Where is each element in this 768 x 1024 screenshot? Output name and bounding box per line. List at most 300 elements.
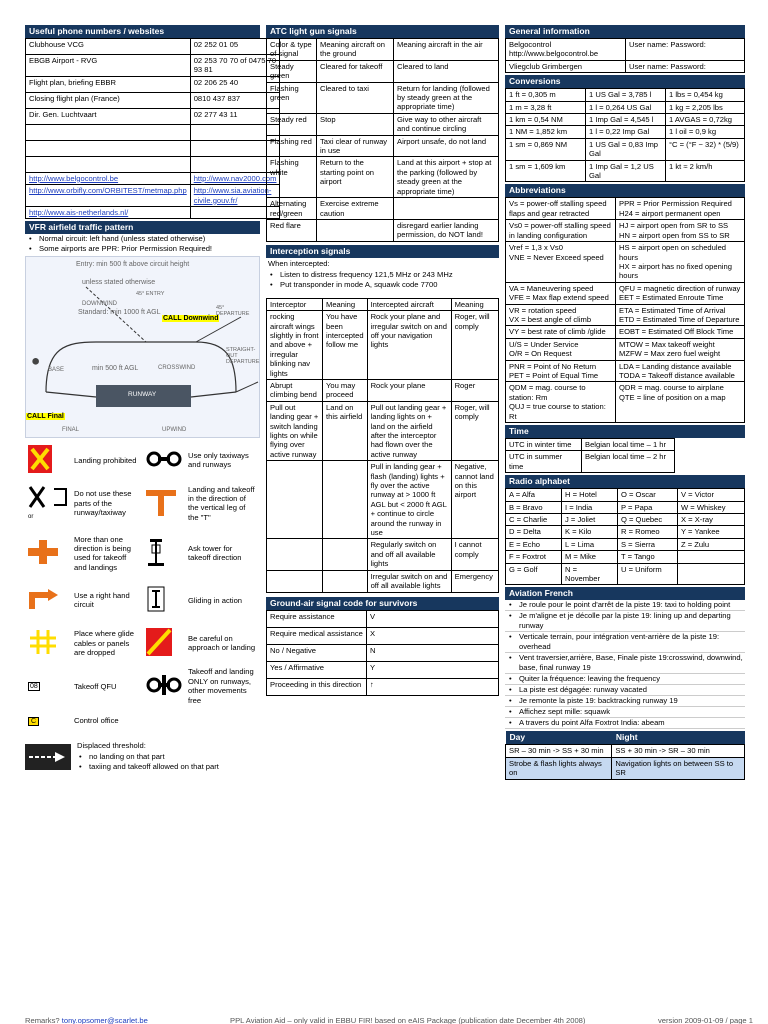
cross-icon: [28, 485, 68, 509]
table-cell: V = Victor: [678, 489, 745, 501]
table-cell: 1 NM = 1,852 km: [506, 126, 586, 138]
displaced-b1: • no landing on that part: [75, 752, 219, 762]
table-row: [506, 114, 745, 126]
table-cell: K = Kilo: [562, 526, 618, 538]
night-header: Night: [612, 731, 745, 745]
table-cell: Flashing red: [267, 135, 317, 157]
vfr-header: VFR airfield traffic pattern: [25, 221, 260, 234]
table-cell: Y: [367, 661, 499, 678]
header-row: [267, 298, 499, 310]
displaced-threshold-icon: [25, 740, 71, 774]
ground-table: [266, 610, 499, 696]
min500-label: min 500 ft AGL: [92, 365, 139, 373]
column-header: Color & type of signal: [267, 39, 317, 61]
sym-label: Control office: [74, 716, 119, 726]
table-row: [267, 627, 499, 644]
table-cell: U/S = Under Service O/R = On Request: [506, 338, 616, 360]
table-cell: Vs = power-off stalling speed flaps and gear retracted: [506, 198, 616, 220]
table-cell: User name: Password:: [626, 39, 745, 61]
table-cell: Land on this airfield: [323, 401, 368, 460]
table-row: [267, 311, 499, 380]
table-cell: W = Whiskey: [678, 501, 745, 513]
traffic-pattern-diagram: [25, 256, 260, 438]
table-cell: [267, 539, 323, 570]
table-cell: HJ = airport open from SR to SS HN = airport open from SS to SR: [616, 220, 745, 242]
table-row: [506, 242, 745, 283]
table-cell: PNR = Point of No Return PET = Point of Equal Time: [506, 360, 616, 382]
crosswind-label: CROSSWIND: [158, 365, 196, 372]
table-row: [506, 563, 745, 585]
website-link[interactable]: http://www.ais-netherlands.nl/: [29, 208, 129, 218]
day-hours: SR – 30 min -> SS + 30 min: [506, 745, 612, 757]
table-cell: 1 Imp Gal = 1,2 US Gal: [586, 160, 666, 182]
sym-label: Ask tower for takeoff direction: [188, 544, 242, 563]
table-row: [506, 526, 745, 538]
sym-label: Use a right hand circuit: [74, 591, 130, 610]
table-row: [267, 219, 499, 241]
table-row: [267, 113, 499, 135]
table-cell: Proceeding in this direction: [267, 678, 367, 695]
table-row: [267, 539, 499, 570]
table-row: [267, 82, 499, 113]
table-cell: C = Charlie: [506, 514, 562, 526]
careful-approach-icon: [146, 628, 172, 656]
column-header: Meaning: [451, 298, 498, 310]
column-header: Intercepted aircraft: [367, 298, 451, 310]
table-cell: [323, 570, 368, 592]
table-row: [506, 101, 745, 113]
phone-number: 02 206 25 40: [190, 76, 280, 92]
table-row: [506, 501, 745, 513]
table-cell: [26, 172, 191, 184]
french-phrase: • Affichez sept mille: squawk: [505, 707, 745, 718]
table-cell: O = Oscar: [618, 489, 678, 501]
table-row: [267, 198, 499, 220]
french-phrase: • Je m'aligne et je décolle par la piste 19: lining up and departing runway: [505, 611, 745, 632]
table-cell: [317, 219, 394, 241]
table-cell: VA = Maneuvering speed VFE = Max flap extend speed: [506, 282, 616, 304]
table-cell: [26, 185, 191, 207]
sym-label: Landing and takeoff in the direction of the vertical leg of the "T": [188, 484, 255, 522]
gliding-icon: [146, 585, 166, 613]
table-cell: Cleared to land: [394, 60, 499, 82]
time-table: [505, 438, 675, 473]
table-cell: Regularly switch on and off all available lights: [367, 539, 451, 570]
table-cell: Pull out landing gear + landing lights on + land on the airfield after the interceptor had flown over the active runway: [367, 401, 451, 460]
table-cell: 1 l = 0,264 US Gal: [586, 101, 666, 113]
table-cell: R = Romeo: [618, 526, 678, 538]
phone-row: [26, 124, 280, 140]
table-cell: User name: Password:: [626, 60, 745, 72]
table-cell: [323, 539, 368, 570]
table-cell: Steady red: [267, 113, 317, 135]
column-left: [25, 25, 277, 774]
phone-row: [26, 76, 280, 92]
table-cell: Require assistance: [267, 610, 367, 627]
table-cell: 1 kg = 2,205 lbs: [666, 101, 745, 113]
table-cell: Rock your plane and irregular switch on and off your navigation lights: [367, 311, 451, 380]
table-row: [506, 551, 745, 563]
call-downwind-label: CALL Downwind: [163, 315, 219, 323]
vfr-bullet-1: • Normal circuit: left hand (unless stated otherwise): [25, 234, 260, 244]
table-row: [506, 326, 745, 338]
table-cell: 1 l oil = 0,9 kg: [666, 126, 745, 138]
day-lights: Strobe & flash lights always on: [506, 757, 612, 779]
table-cell: Abrupt climbing bend: [267, 379, 323, 401]
table-row: [506, 39, 745, 61]
table-row: [506, 89, 745, 101]
table-cell: 1 lbs = 0,454 kg: [666, 89, 745, 101]
table-cell: N: [367, 644, 499, 661]
table-cell: 1 US Gal = 0,83 Imp Gal: [586, 138, 666, 160]
website-link[interactable]: http://www.nav2000.com: [193, 173, 277, 183]
table-cell: Pull out landing gear + switch landing lights on while flying over active runway: [267, 401, 323, 460]
table-row: [506, 304, 745, 326]
table-cell: LDA = Landing distance available TODA = Takeoff distance available: [616, 360, 745, 382]
table-cell: Airport unsafe, do not land: [394, 135, 499, 157]
table-cell: EOBT = Estimated Off Block Time: [616, 326, 745, 338]
runways-only-icon: [146, 673, 182, 697]
french-phrase: • Quiter la fréquence: leaving the frequency: [505, 674, 745, 685]
table-cell: [26, 207, 191, 219]
table-row: [506, 60, 745, 72]
unless-label: unless stated otherwise: [82, 279, 156, 287]
table-row: [506, 360, 745, 382]
table-cell: X: [367, 627, 499, 644]
takeoff-qfu-icon: 08: [30, 683, 38, 691]
table-cell: U = Uniform: [618, 563, 678, 585]
table-cell: Steady green: [267, 60, 317, 82]
table-row: [506, 439, 675, 451]
phones-header: Useful phone numbers / websites: [25, 25, 260, 38]
phone-number: 02 277 43 11: [190, 108, 280, 124]
table-cell: No / Negative: [267, 644, 367, 661]
phone-row: [26, 39, 280, 55]
table-cell: QFU = magnetic direction of runway EET = Estimated Enroute Time: [616, 282, 745, 304]
table-row: [506, 382, 745, 423]
french-header: Aviation French: [505, 587, 745, 600]
ground-signals-table: Landing prohibited Use only taxiways and runways or Do not use these parts of the runway/taxiway Landing and takeoff in the direction of the vertical leg of the "T" More than one direction is being used for takeoff and landings Ask tower for takeoff direction Use a right hand circuit Gliding in action Place where glide cables or panels are dropped Be careful on approach or landing 08 Takeoff QFU Takeoff and landing ONLY on runways, other movements free C Control office: [25, 440, 260, 736]
table-cell: Give way to other aircraft and continue circling: [394, 113, 499, 135]
phone-label: Flight plan, briefing EBBR: [26, 76, 191, 92]
table-cell: A = Alfa: [506, 489, 562, 501]
call-final-label: CALL Final: [27, 413, 64, 421]
link-row: [26, 207, 280, 219]
phone-label: Closing flight plan (France): [26, 92, 191, 108]
footer-remarks: Remarks? tony.opsomer@scarlet.be: [25, 1016, 148, 1024]
right-hand-circuit-icon: [28, 587, 58, 611]
table-cell: [267, 461, 323, 539]
phone-number: 0810 437 837: [190, 92, 280, 108]
atc-table: [266, 38, 499, 242]
table-cell: [26, 124, 191, 140]
table-row: [506, 160, 745, 182]
phone-row: [26, 55, 280, 77]
table-row: [267, 610, 499, 627]
table-cell: L = Lima: [562, 538, 618, 550]
general-table: [505, 38, 745, 73]
table-cell: Stop: [317, 113, 394, 135]
time-header: Time: [505, 425, 745, 438]
french-phrase: • Vent traversier,arrière, Base, Finale piste 19:crosswind, downwind, base, final runway 19: [505, 653, 745, 674]
table-row: [506, 126, 745, 138]
column-header: Interceptor: [267, 298, 323, 310]
table-cell: G = Golf: [506, 563, 562, 585]
table-row: [267, 678, 499, 695]
table-cell: You may proceed: [323, 379, 368, 401]
table-cell: X = X-ray: [678, 514, 745, 526]
table-row: [267, 644, 499, 661]
table-cell: Z = Zulu: [678, 538, 745, 550]
table-cell: 1 km = 0,54 NM: [506, 114, 586, 126]
table-cell: Alternating red/green: [267, 198, 317, 220]
french-phrase: • Je remonte la piste 19: backtracking runway 19: [505, 696, 745, 707]
svg-text:⬤: ⬤: [32, 358, 40, 366]
sym-label: Landing prohibited: [74, 455, 137, 465]
table-cell: UTC in winter time: [506, 439, 582, 451]
sym-label: Do not use these parts of the runway/taxiway: [74, 489, 132, 518]
table-row: [506, 138, 745, 160]
email-link[interactable]: tony.opsomer@scarlet.be: [61, 1016, 148, 1024]
radio-table: [505, 488, 745, 585]
abbr-header: Abbreviations: [505, 184, 745, 197]
french-phrase: • Verticale terrain, pour intégration vent-arrière de la piste 19: overhead: [505, 632, 745, 653]
table-cell: Require medical assistance: [267, 627, 367, 644]
table-cell: N = November: [562, 563, 618, 585]
table-cell: Pull in landing gear + flash (landing) lights + fly over the active runway at > 1000 ft AGL but < 2000 ft AGL + continue to circle around the runway in use: [367, 461, 451, 539]
table-cell: I cannot comply: [451, 539, 498, 570]
website-link[interactable]: http://www.belgocontrol.be: [29, 173, 119, 183]
phones-table: [25, 38, 280, 219]
displaced-b2: • taxiing and takeoff allowed on that part: [75, 762, 219, 772]
sym-label: Place where glide cables or panels are dropped: [74, 629, 134, 658]
entry45-label: 45° ENTRY: [136, 291, 165, 298]
table-cell: VY = best rate of climb /glide: [506, 326, 616, 338]
day-header: Day: [506, 731, 612, 745]
table-cell: 1 kt ≈ 2 km/h: [666, 160, 745, 182]
table-cell: Y = Yankee: [678, 526, 745, 538]
dumbbell-icon: [146, 447, 182, 471]
vfr-bullet-2: • Some airports are PPR: Prior Permission Required!: [25, 244, 260, 254]
table-cell: disregard earlier landing permission, do NOT land!: [394, 219, 499, 241]
conv-header: Conversions: [505, 75, 745, 88]
table-row: [506, 451, 675, 473]
glide-cables-icon: [28, 628, 58, 656]
table-row: [267, 570, 499, 592]
straight-out-label: STRAIGHT-OUT DEPARTURE: [226, 347, 260, 366]
table-cell: I = India: [562, 501, 618, 513]
table-cell: E = Echo: [506, 538, 562, 550]
table-cell: ↑: [367, 678, 499, 695]
phone-label: Dir. Gen. Luchtvaart: [26, 108, 191, 124]
radio-header: Radio alphabet: [505, 475, 745, 488]
column-header: Meaning: [323, 298, 368, 310]
table-row: [267, 379, 499, 401]
table-row: [267, 60, 499, 82]
dep45-label: 45° DEPARTURE: [216, 305, 250, 318]
table-row: [267, 401, 499, 460]
website-link[interactable]: http://www.orbifly.com/ORBITEST/metmap.php: [29, 186, 187, 196]
table-cell: QDM = mag. course to station: Rm QUJ = true course to station: Rt: [506, 382, 616, 423]
table-cell: [26, 140, 191, 156]
table-cell: 1 m = 3,28 ft: [506, 101, 586, 113]
multi-direction-icon: [28, 540, 58, 564]
link-row: [26, 185, 280, 207]
table-cell: MTOW = Max takeoff weight MZFW = Max zero fuel weight: [616, 338, 745, 360]
table-cell: [678, 551, 745, 563]
table-cell: P = Papa: [618, 501, 678, 513]
table-row: [506, 338, 745, 360]
phone-number: 02 253 70 70 of 0475 70 93 81: [190, 55, 280, 77]
runway-label: RUNWAY: [128, 391, 157, 399]
column-right: [505, 25, 745, 780]
table-cell: Red flare: [267, 219, 317, 241]
abbreviations-table: [505, 197, 745, 423]
table-cell: Yes / Affirmative: [267, 661, 367, 678]
downwind-label: DOWNWIND: [82, 301, 117, 308]
table-row: [267, 157, 499, 198]
circuit-path: [46, 342, 236, 392]
intercept-b2: • Put transponder in mode A, squawk code 7700: [266, 280, 499, 290]
table-cell: °C = (°F − 32) * (5/9): [666, 138, 745, 160]
table-cell: 1 sm = 1,609 km: [506, 160, 586, 182]
table-row: [506, 489, 745, 501]
table-cell: Belgian local time – 1 hr: [582, 439, 675, 451]
night-hours: SS + 30 min -> SR – 30 min: [612, 745, 745, 757]
table-cell: Roger, will comply: [451, 311, 498, 380]
table-cell: rocking aircraft wings slightly in front and above + irregular blinking nav lights: [267, 311, 323, 380]
table-cell: Vs0 = power-off stalling speed in landing configuration: [506, 220, 616, 242]
table-cell: B = Bravo: [506, 501, 562, 513]
table-row: [506, 514, 745, 526]
general-header: General information: [505, 25, 745, 38]
table-cell: You have been intercepted follow me: [323, 311, 368, 380]
table-cell: PPR = Prior Permission Required H24 = airport permanent open: [616, 198, 745, 220]
table-cell: 1 Imp Gal = 4,545 l: [586, 114, 666, 126]
conversions-table: [505, 88, 745, 182]
ask-tower-icon: [146, 537, 166, 567]
table-cell: ETA = Estimated Time of Arrival ETD = Estimated Time of Departure: [616, 304, 745, 326]
table-cell: Rock your plane: [367, 379, 451, 401]
link-row: [26, 172, 280, 184]
daynight-table: [505, 731, 745, 779]
standard-label: Standard: min 1000 ft AGL: [78, 309, 161, 317]
control-office-icon: C: [28, 717, 39, 726]
table-cell: Belgian local time – 2 hr: [582, 451, 675, 473]
website-link[interactable]: http://www.sia.aviation-civile.gouv.fr/: [193, 186, 272, 205]
phone-label: Clubhouse VCG: [26, 39, 191, 55]
sym-label: Gliding in action: [188, 595, 243, 605]
table-cell: Cleared for takeoff: [317, 60, 394, 82]
table-cell: J = Joliet: [562, 514, 618, 526]
table-cell: VR = rotation speed VX = best angle of climb: [506, 304, 616, 326]
intercept-when: When intercepted:: [268, 258, 330, 268]
french-phrase: • A travers du point Alfa Foxtrot India: abeam: [505, 718, 745, 729]
table-cell: D = Delta: [506, 526, 562, 538]
displaced-title: Displaced threshold:: [77, 741, 146, 751]
table-cell: QDR = mag. course to airplane QTE = line of position on a map: [616, 382, 745, 423]
column-header: Meaning aircraft on the ground: [317, 39, 394, 61]
table-cell: Belgocontrol http://www.belgocontrol.be: [506, 39, 626, 61]
final-label: FINAL: [62, 427, 80, 434]
column-header: Meaning aircraft in the air: [394, 39, 499, 61]
table-cell: Return to the starting point on airport: [317, 157, 394, 198]
table-cell: Roger, will comply: [451, 401, 498, 460]
table-cell: Roger: [451, 379, 498, 401]
table-row: [506, 538, 745, 550]
table-cell: Taxi clear of runway in use: [317, 135, 394, 157]
table-cell: [394, 198, 499, 220]
table-cell: 1 l = 0,22 Imp Gal: [586, 126, 666, 138]
sym-label: Be careful on approach or landing: [188, 634, 256, 653]
table-cell: Return for landing (followed by steady green at the appropriate time): [394, 82, 499, 113]
night-lights: Navigation lights on between SS to SR: [612, 757, 745, 779]
table-cell: Vref = 1,3 x Vs0 VNE = Never Exceed speed: [506, 242, 616, 283]
table-cell: Flashing green: [267, 82, 317, 113]
table-cell: HS = airport open on scheduled hours HX = airport has no fixed opening hours: [616, 242, 745, 283]
sym-label: Use only taxiways and runways: [188, 451, 249, 470]
table-cell: Q = Quebec: [618, 514, 678, 526]
table-cell: UTC in summer time: [506, 451, 582, 473]
atc-header: ATC light gun signals: [266, 25, 499, 38]
table-cell: V: [367, 610, 499, 627]
column-middle: [266, 25, 499, 696]
entry-label: Entry: min 500 ft above circuit height: [76, 261, 190, 269]
table-cell: 1 sm = 0,869 NM: [506, 138, 586, 160]
french-list: [505, 600, 745, 729]
table-cell: Land at this airport + stop at the parking (followed by steady green at the appropriate time): [394, 157, 499, 198]
table-cell: 1 ft = 0,305 m: [506, 89, 586, 101]
phone-number: 02 252 01 05: [190, 39, 280, 55]
phone-row: [26, 92, 280, 108]
table-row: [267, 661, 499, 678]
table-cell: 1 AVGAS = 0,72kg: [666, 114, 745, 126]
sym-label: Takeoff and landing ONLY on runways, other movements free: [188, 667, 254, 705]
table-cell: [26, 156, 191, 172]
table-cell: [678, 563, 745, 585]
table-row: [506, 198, 745, 220]
table-row: [506, 220, 745, 242]
table-cell: F = Foxtrot: [506, 551, 562, 563]
displaced-threshold: [25, 740, 260, 774]
table-row: [506, 282, 745, 304]
table-row: [267, 135, 499, 157]
table-cell: Exercise extreme caution: [317, 198, 394, 220]
table-row: [267, 461, 499, 539]
landing-prohibited-icon: [28, 445, 52, 473]
table-cell: S = Sierra: [618, 538, 678, 550]
table-cell: T = Tango: [618, 551, 678, 563]
table-cell: Flashing white: [267, 157, 317, 198]
intercept-header: Interception signals: [266, 245, 499, 258]
landing-t-icon: [146, 488, 176, 516]
header-row: [267, 39, 499, 61]
ground-header: Ground-air signal code for survivors: [266, 597, 499, 610]
table-cell: Cleared to taxi: [317, 82, 394, 113]
table-cell: [267, 570, 323, 592]
table-cell: Emergency: [451, 570, 498, 592]
sym-label: More than one direction is being used for takeoff and landings: [74, 534, 131, 572]
table-cell: [323, 461, 368, 539]
french-phrase: • La piste est dégagée: runway vacated: [505, 685, 745, 696]
upwind-label: UPWIND: [162, 427, 187, 434]
base-label: BASE: [48, 367, 65, 374]
intercept-b1: • Listen to distress frequency 121,5 MHz or 243 MHz: [266, 270, 499, 280]
table-cell: H = Hotel: [562, 489, 618, 501]
footer-center: PPL Aviation Aid – only valid in EBBU FIR! based on eAIS Package (publication date December 4th 2008): [230, 1016, 586, 1024]
table-cell: Negative, cannot land on this airport: [451, 461, 498, 539]
table-cell: M = Mike: [562, 551, 618, 563]
